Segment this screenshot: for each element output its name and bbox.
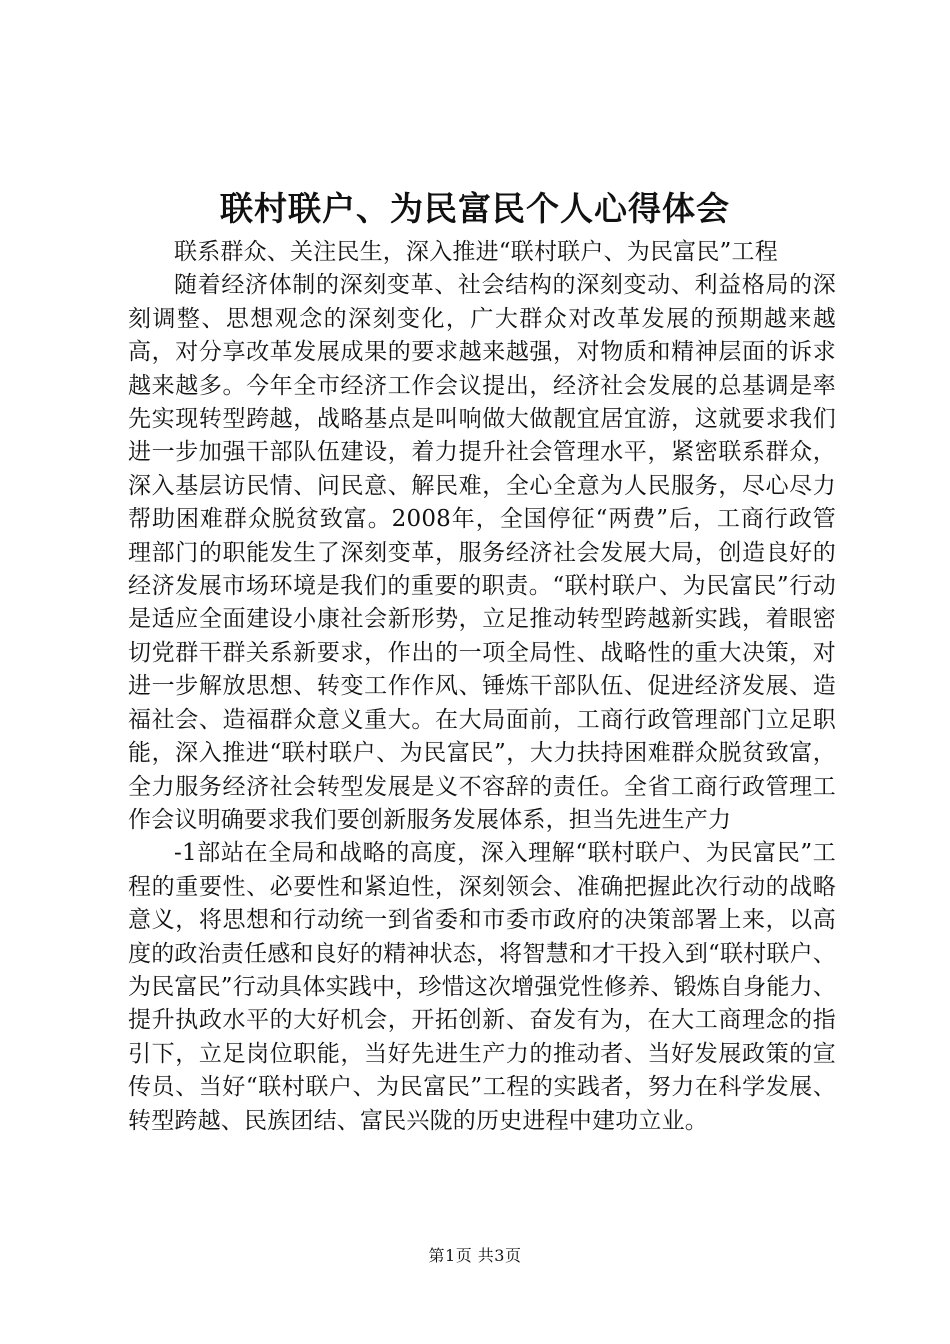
document-title: 联村联户、为民富民个人心得体会 <box>220 189 730 228</box>
paragraph-subtitle: 联系群众、关注民生，深入推进“联村联户、为民富民”工程 <box>174 239 778 265</box>
paragraph-continuation: -1部站在全局和战略的高度，深入理解“联村联户、为民富民”工程的重要性、必要性和紧迫性，深刻领会、准确把握此次行动的战略意义，将思想和行动统一到省委和市委市政府的决策部署上来，以高度的政治责任感和良好的精神状态，将智慧和才干投入到“联村联户、为民富民”行动具体实践中，珍惜这次增强党性修养、锻炼自身能力、提升执政水平的大好机会，开拓创新、奋发有为，在大工商理念的指引下，立足岗位职能，当好先进生产力的推动者、当好发展政策的宣传员、当好“联村联户、为民富民”工程的实践者，努力在科学发展、转型跨越、民族团结、富民兴陇的历史进程中建功立业。 <box>128 840 836 1134</box>
paragraph-main: 随着经济体制的深刻变革、社会结构的深刻变动、利益格局的深刻调整、思想观念的深刻变化，广大群众对改革发展的预期越来越高，对分享改革发展成果的要求越来越强，对物质和精神层面的诉求越来越多。今年全市经济工作会议提出，经济社会发展的总基调是率先实现转型跨越，战略基点是叫响做大做靓宜居宜游，这就要求我们进一步加强干部队伍建设，着力提升社会管理水平，紧密联系群众，深入基层访民情、问民意、解民难，全心全意为人民服务，尽心尽力帮助困难群众脱贫致富。2008年，全国停征“两费”后，工商行政管理部门的职能发生了深刻变革，服务经济社会发展大局，创造良好的经济发展市场环境是我们的重要的职责。“联村联户、为民富民”行动是适应全面建设小康社会新形势，立足推动转型跨越新实践，着眼密切党群干群关系新要求，作出的一项全局性、战略性的重大决策，对进一步解放思想、转变工作作风、锤炼干部队伍、促进经济发展、造福社会、造福群众意义重大。在大局面前，工商行政管理部门立足职能，深入推进“联村联户、为民富民”，大力扶持困难群众脱贫致富，全力服务经济社会转型发展是义不容辞的责任。全省工商行政管理工作会议明确要求我们要创新服务发展体系，担当先进生产力 <box>128 272 836 833</box>
page-number-footer: 第1页 共3页 <box>428 1246 522 1265</box>
document-body <box>128 236 836 1138</box>
